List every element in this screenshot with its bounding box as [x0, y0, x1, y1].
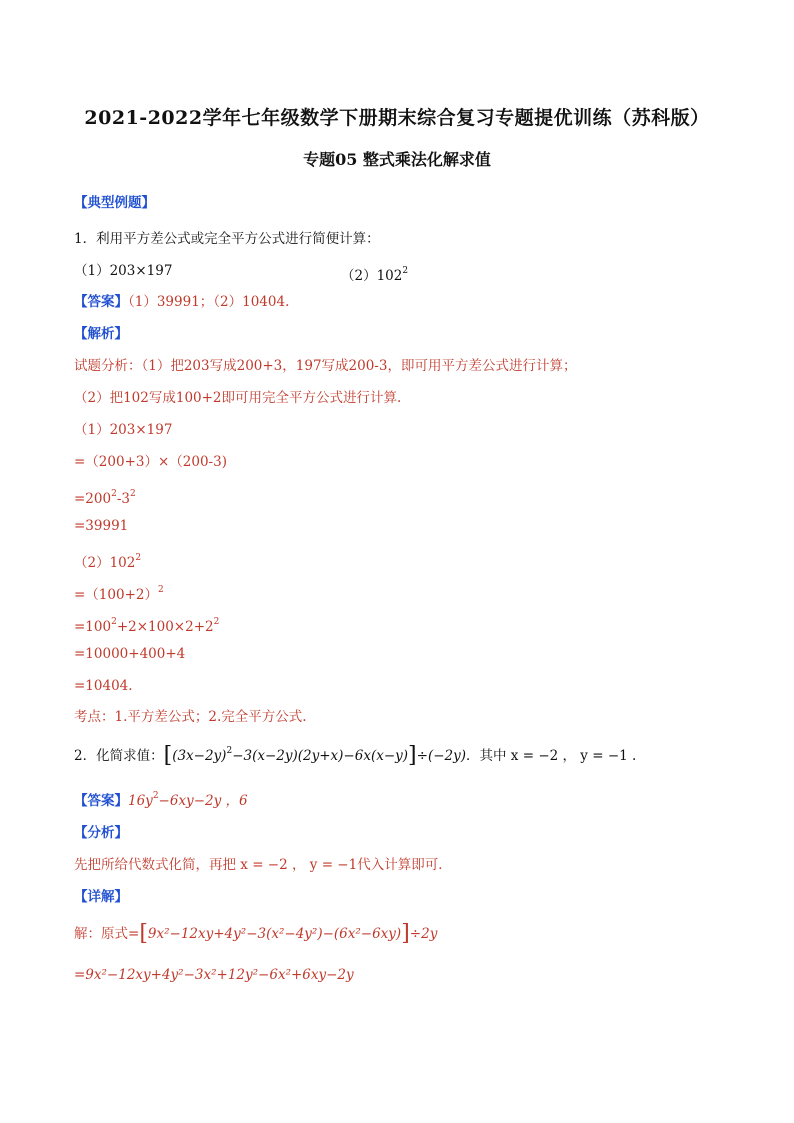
q1-step-6-base: =（100+2） [74, 587, 158, 603]
q2-stem-cond: ．其中 x = −2 ， y = −1 . [466, 748, 637, 764]
q2-fenxi-tag: 【分析】 [74, 825, 128, 841]
q1-step-5-base: （2）102 [74, 555, 136, 571]
q2-jie-expr: 9x²−12xy+4y²−3(x²−4y²)−(6x²−6xy) [147, 926, 402, 942]
q2-answer-rest: −6xy−2y ，6 [158, 793, 248, 809]
q1-step-6 [74, 580, 164, 605]
q2-stem [74, 741, 636, 766]
q2-stem-exp: 2 [226, 746, 233, 756]
q1-kaodian: 考点：1.平方差公式；2.完全平方公式. [74, 709, 307, 725]
q1-part2-exp: 2 [402, 266, 409, 276]
q1-analysis-2: （2）把102写成100+2即可用完全平方公式进行计算. [74, 390, 402, 406]
q1-step-3-a: =200 [74, 491, 112, 507]
q1-step-7 [74, 612, 219, 637]
q1-analysis-1: 试题分析：（1）把203写成200+3，197写成200-3，即可用平方差公式进行计算； [74, 358, 577, 374]
q2-jie-prefix: 解：原式= [74, 926, 140, 942]
q2-bracket-close: ] [408, 743, 417, 768]
q2-stem-expr: (3x−2y) [172, 748, 227, 764]
q1-part1: （1）203×197 [74, 263, 173, 279]
q1-step-3 [74, 484, 136, 509]
q1-step-2: =（200+3）×（200-3) [74, 454, 227, 470]
q1-step-7-a: =100 [74, 619, 112, 635]
q2-answer-expr: 16y [128, 793, 153, 809]
q1-step-3-b: -3 [116, 491, 130, 507]
q1-answer-tag: 【答案】 [74, 294, 128, 310]
q1-step-4: =39991 [74, 518, 129, 534]
q1-step-6-exp: 2 [157, 585, 164, 595]
q2-jie-bracket-open: [ [139, 921, 148, 946]
q1-analysis-tag: 【解析】 [74, 326, 128, 342]
section-label: 【典型例题】 [74, 195, 155, 211]
q1-stem: 1．利用平方差公式或完全平方公式进行简便计算： [74, 231, 380, 247]
q2-stem-expr-rest: −3(x−2y)(2y+x)−6x(x−y) [232, 748, 409, 764]
q2-answer-exp: 2 [152, 791, 159, 801]
q1-part2 [341, 261, 408, 286]
page-subtitle: 专题05 整式乘法化解求值 [303, 150, 491, 169]
q1-step-1: （1）203×197 [74, 422, 173, 438]
q2-xiangjie-tag: 【详解】 [74, 889, 128, 905]
q1-answer [74, 292, 289, 312]
q1-answer-text: （1）39991；（2）10404. [128, 294, 290, 310]
q2-jie-line [74, 921, 438, 946]
q2-jie-tail: ÷2y [409, 926, 438, 942]
q2-answer [74, 786, 248, 811]
q1-step-8: =10000+400+4 [74, 646, 186, 662]
q2-stem-div: ÷(−2y) [416, 748, 467, 764]
q2-jie-line-2: =9x²−12xy+4y²−3x²+12y²−6x²+6xy−2y [74, 967, 354, 983]
q2-answer-tag: 【答案】 [74, 793, 128, 809]
q2-jie-bracket-close: ] [401, 921, 410, 946]
q1-step-7-exp1: 2 [111, 617, 117, 627]
q1-part2-base: （2）102 [341, 268, 403, 284]
q1-step-5 [74, 548, 141, 573]
q1-step-5-exp: 2 [135, 553, 142, 563]
q2-fenxi-text: 先把所给代数式化简，再把 x = −2 ， y = −1代入计算即可． [74, 857, 452, 873]
page-title: 2021-2022学年七年级数学下册期末综合复习专题提优训练（苏科版） [84, 107, 710, 129]
q1-step-9: =10404. [74, 678, 133, 694]
q2-stem-prefix: 2．化简求值： [74, 748, 164, 764]
q2-bracket-open: [ [163, 743, 173, 768]
q1-step-7-b: +2×100×2+2 [116, 619, 214, 635]
q1-step-7-exp2: 2 [213, 617, 220, 627]
q1-step-3-exp1: 2 [111, 489, 117, 499]
q1-step-3-exp2: 2 [129, 489, 136, 499]
